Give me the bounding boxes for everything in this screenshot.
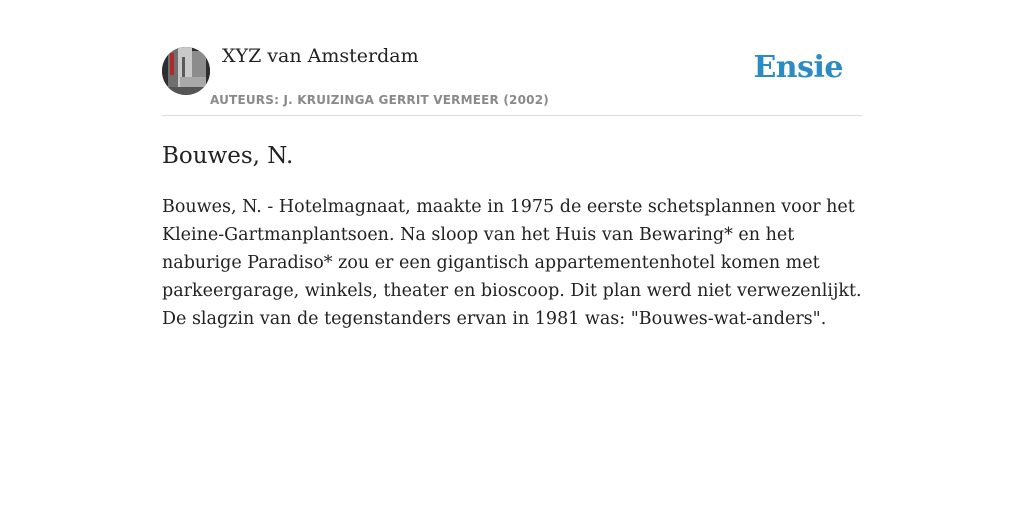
entry-title: Bouwes, N.: [162, 143, 294, 169]
ensie-logo[interactable]: Ensie: [753, 50, 843, 85]
book-cover-icon: [162, 47, 210, 95]
content-container: [162, 0, 862, 333]
authors-line: AUTEURS: J. KRUIZINGA GERRIT VERMEER (2002): [210, 93, 549, 107]
entry-body: Bouwes, N. - Hotelmagnaat, maakte in 1975 de eerste schetsplannen voor het Kleine-Gartmanplantsoen. Na sloop van het Huis van Bewaring* en het naburige Paradiso* zou er een gigantisch appartementenhotel komen met parkeergarage, winkels, theater en bioscoop. Dit plan werd niet verwezenlijkt. De slagzin van de tegenstanders ervan in 1981 was: "Bouwes-wat-anders".: [162, 197, 862, 329]
book-title[interactable]: XYZ van Amsterdam: [222, 45, 419, 67]
header: [162, 0, 862, 116]
book-cover-avatar[interactable]: [162, 47, 210, 95]
